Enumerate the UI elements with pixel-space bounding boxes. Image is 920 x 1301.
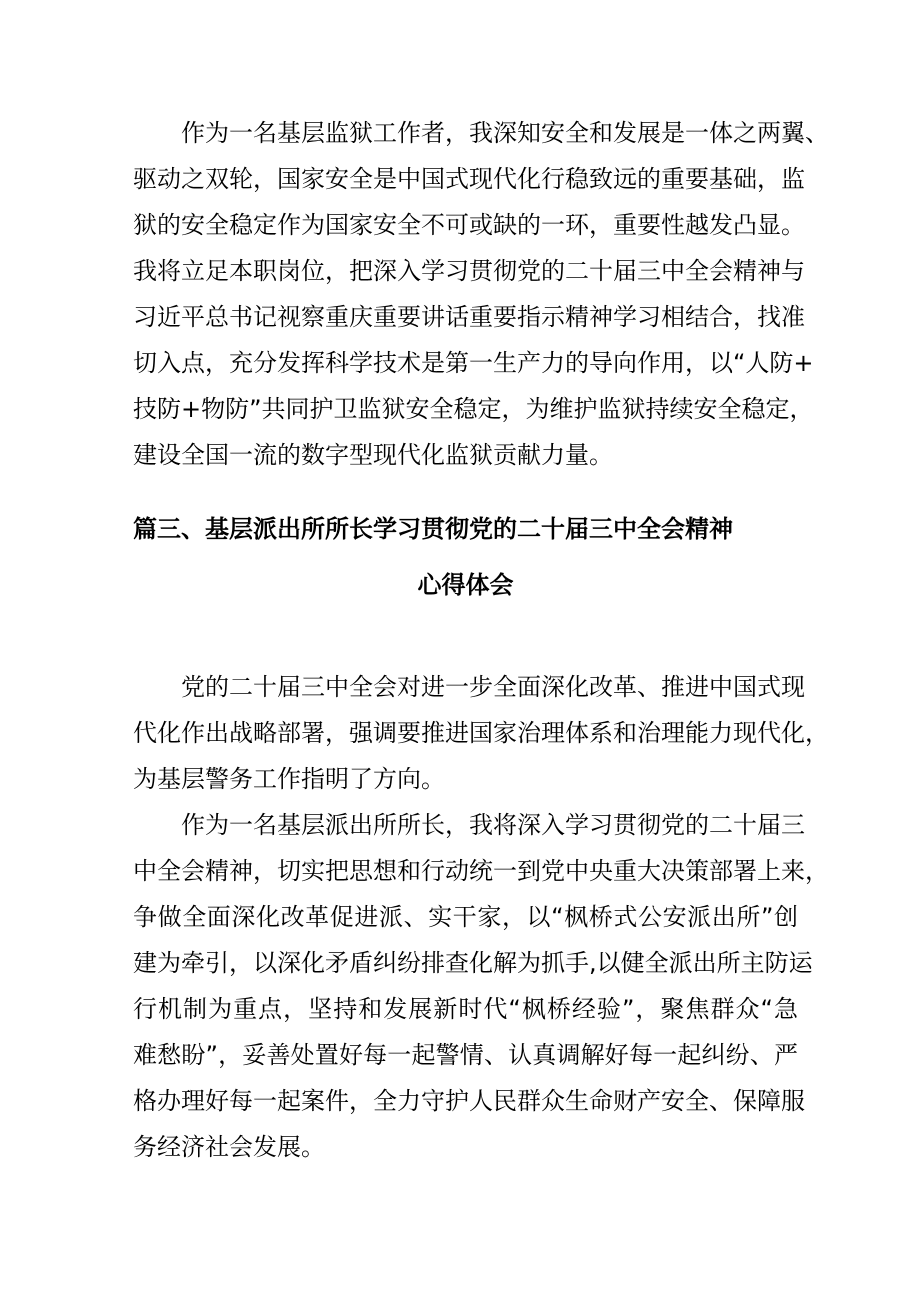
paragraph-line: 格办理好每一起案件，全力守护人民群众生命财产安全、保障服 (133, 1087, 805, 1115)
paragraph-line: 技防+物防”共同护卫监狱安全稳定，为维护监狱持续安全稳定， (133, 395, 814, 423)
section-heading-subtitle: 心得体会 (417, 571, 514, 599)
paragraph-police-station-chief (133, 802, 829, 1170)
paragraph-line: 中全会精神，切实把思想和行动统一到党中央重大决策部署上来， (133, 857, 829, 885)
paragraph-prison-security (133, 110, 829, 478)
paragraph-line: 驱动之双轮，国家安全是中国式现代化行稳致远的重要基础，监 (133, 165, 805, 193)
paragraph-line: 为基层警务工作指明了方向。 (133, 765, 445, 793)
paragraph-line: 难愁盼”，妥善处置好每一起警情、认真调解好每一起纠纷、严 (133, 1041, 798, 1069)
paragraph-line: 作为一名基层派出所所长，我将深入学习贯彻党的二十届三 (181, 811, 805, 839)
paragraph-line: 建设全国一流的数字型现代化监狱贡献力量。 (133, 441, 613, 469)
paragraph-line: 代化作出战略部署，强调要推进国家治理体系和治理能力现代化， (133, 719, 829, 747)
paragraph-line: 切入点，充分发挥科学技术是第一生产力的导向作用，以“人防+ (133, 349, 814, 377)
paragraph-line: 作为一名基层监狱工作者，我深知安全和发展是一体之两翼、 (181, 119, 829, 147)
paragraph-line: 我将立足本职岗位，把深入学习贯彻党的二十届三中全会精神与 (133, 257, 805, 285)
paragraph-line: 争做全面深化改革促进派、实干家，以“枫桥式公安派出所”创 (133, 903, 798, 931)
paragraph-line: 行机制为重点，坚持和发展新时代“枫桥经验”，聚焦群众“急 (133, 995, 798, 1023)
paragraph-line: 党的二十届三中全会对进一步全面深化改革、推进中国式现 (181, 673, 805, 701)
section-heading: 篇三、基层派出所所长学习贯彻党的二十届三中全会精神 (133, 515, 733, 543)
paragraph-line: 狱的安全稳定作为国家安全不可或缺的一环，重要性越发凸显。 (133, 211, 805, 239)
paragraph-line: 习近平总书记视察重庆重要讲话重要指示精神学习相结合，找准 (133, 303, 805, 331)
paragraph-plenum-deployment (133, 664, 829, 802)
paragraph-line: 建为牵引，以深化矛盾纠纷排查化解为抓手,以健全派出所主防运 (133, 949, 813, 977)
paragraph-line: 务经济社会发展。 (133, 1133, 325, 1161)
